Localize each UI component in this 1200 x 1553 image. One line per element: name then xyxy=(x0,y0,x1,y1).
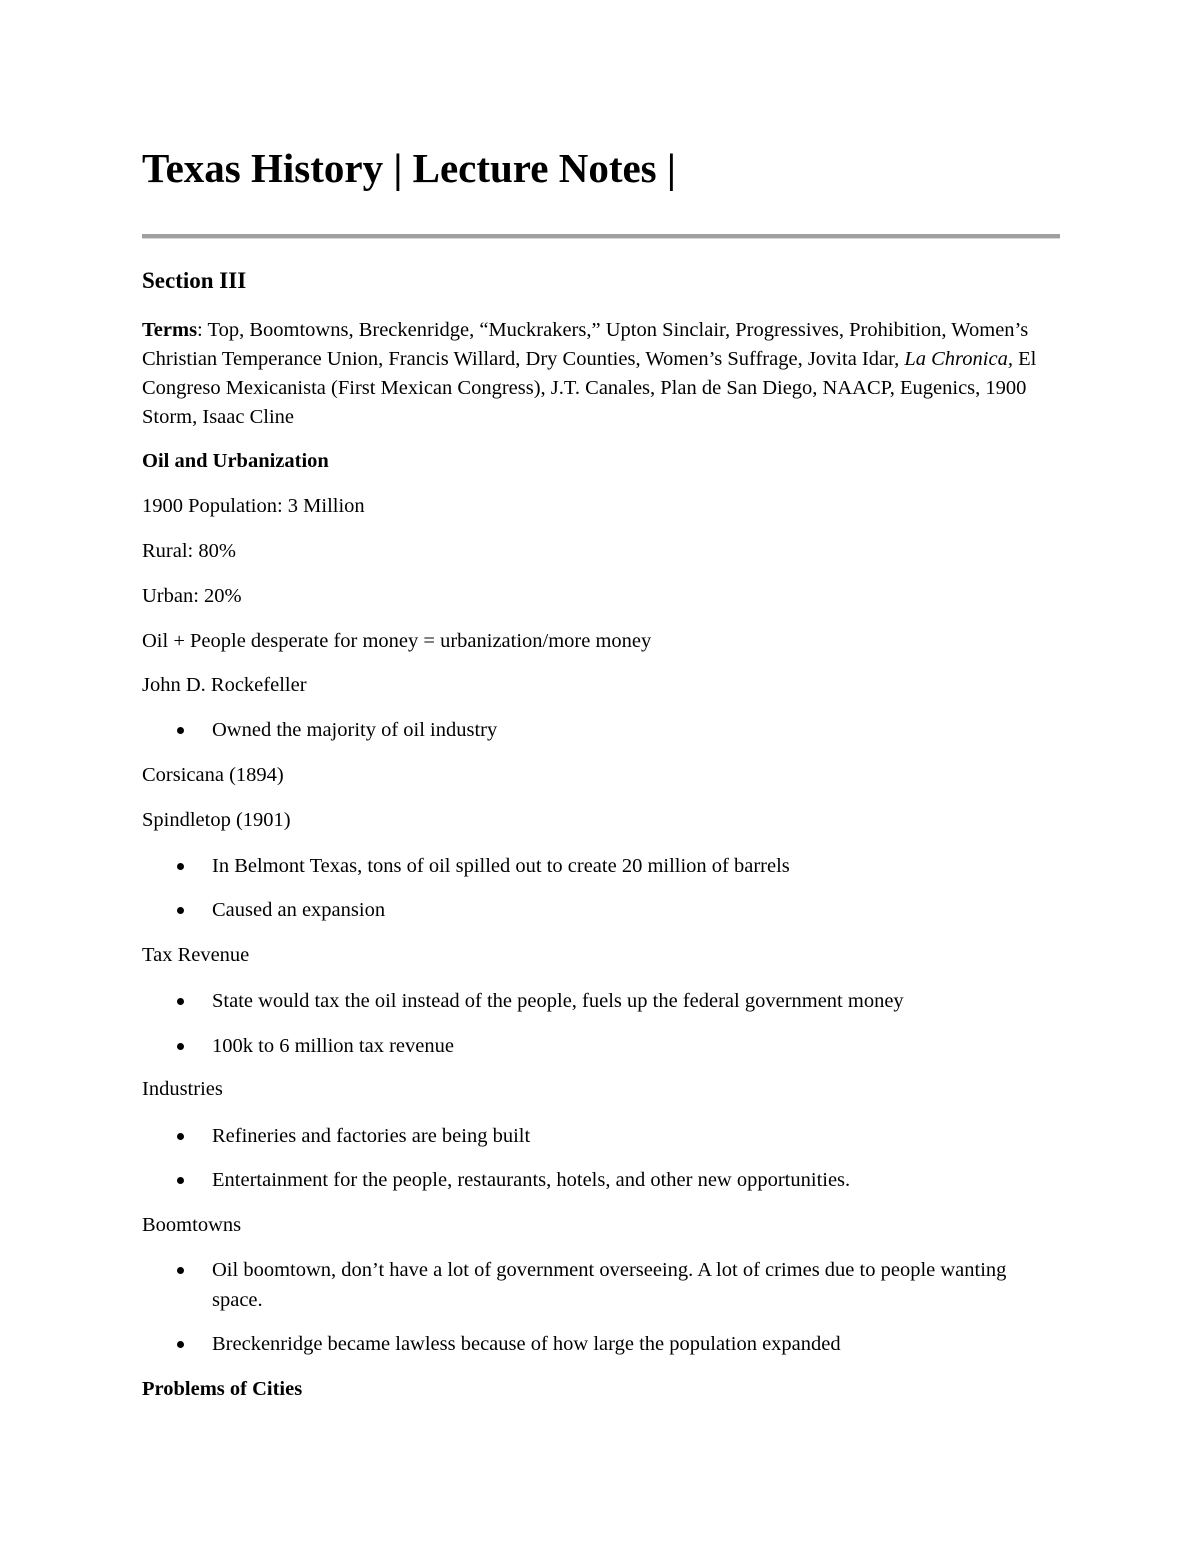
section-heading: Section III xyxy=(142,268,247,293)
list-item-text: State would tax the oil instead of the people, fuels up the federal government money xyxy=(212,990,904,1012)
list-item xyxy=(172,1329,1060,1359)
rockefeller-heading: John D. Rockefeller xyxy=(142,674,307,696)
terms-label: Terms xyxy=(142,319,198,341)
spindletop-heading: Spindletop (1901) xyxy=(142,809,291,831)
list-item xyxy=(172,986,1060,1016)
list-item xyxy=(172,895,1060,925)
terms-list-part-1: Top, Boomtowns, Breckenridge, “Muckrakers,” Upton Sinclair, Progressives, Prohibition, Women’s Christian Temperance Union, Francis Willard, Dry Counties, Women’s Suffrage, Jovita Idar, xyxy=(142,319,1029,370)
problems-of-cities-heading: Problems of Cities xyxy=(142,1378,303,1400)
boomtowns-heading: Boomtowns xyxy=(142,1214,242,1236)
list-item-text: 100k to 6 million tax revenue xyxy=(212,1035,454,1057)
list-item-text: In Belmont Texas, tons of oil spilled out to create 20 million of barrels xyxy=(212,855,790,877)
corsicana-line: Corsicana (1894) xyxy=(142,764,284,786)
tax-revenue-heading: Tax Revenue xyxy=(142,944,250,966)
oil-urbanization-heading: Oil and Urbanization xyxy=(142,450,329,472)
document-title: Texas History | Lecture Notes | xyxy=(142,145,676,191)
list-item-text: Refineries and factories are being built xyxy=(212,1125,531,1147)
terms-list-part-2: El Congreso Mexicanista (First Mexican Congress), J.T. Canales, Plan de San Diego, NAACP, Eugenics, 1900 Storm, Isaac Cline xyxy=(142,348,1037,428)
list-item-text: Oil boomtown, don’t have a lot of government overseeing. A lot of crimes due to people wanting space. xyxy=(212,1259,1007,1311)
list-item-text: Breckenridge became lawless because of how large the population expanded xyxy=(212,1333,841,1355)
list-item xyxy=(172,1165,1060,1195)
list-item xyxy=(172,1121,1060,1151)
list-item-text: Caused an expansion xyxy=(212,899,386,921)
list-item-text: Owned the majority of oil industry xyxy=(212,719,498,741)
horizontal-rule xyxy=(142,234,1060,239)
rural-line: Rural: 80% xyxy=(142,540,236,562)
list-item xyxy=(172,1031,1060,1061)
list-item xyxy=(172,1255,1060,1315)
list-item xyxy=(172,851,1060,881)
list-item-text: Entertainment for the people, restaurants, hotels, and other new opportunities. xyxy=(212,1169,851,1191)
equation-line: Oil + People desperate for money = urbanization/more money xyxy=(142,630,652,652)
urban-line: Urban: 20% xyxy=(142,585,242,607)
terms-colon: : xyxy=(197,319,203,341)
terms-italic-title: La Chronica, xyxy=(904,348,1013,370)
population-line: 1900 Population: 3 Million xyxy=(142,495,365,517)
terms-paragraph xyxy=(142,316,1060,432)
list-item xyxy=(172,715,1060,745)
industries-heading: Industries xyxy=(142,1078,223,1100)
